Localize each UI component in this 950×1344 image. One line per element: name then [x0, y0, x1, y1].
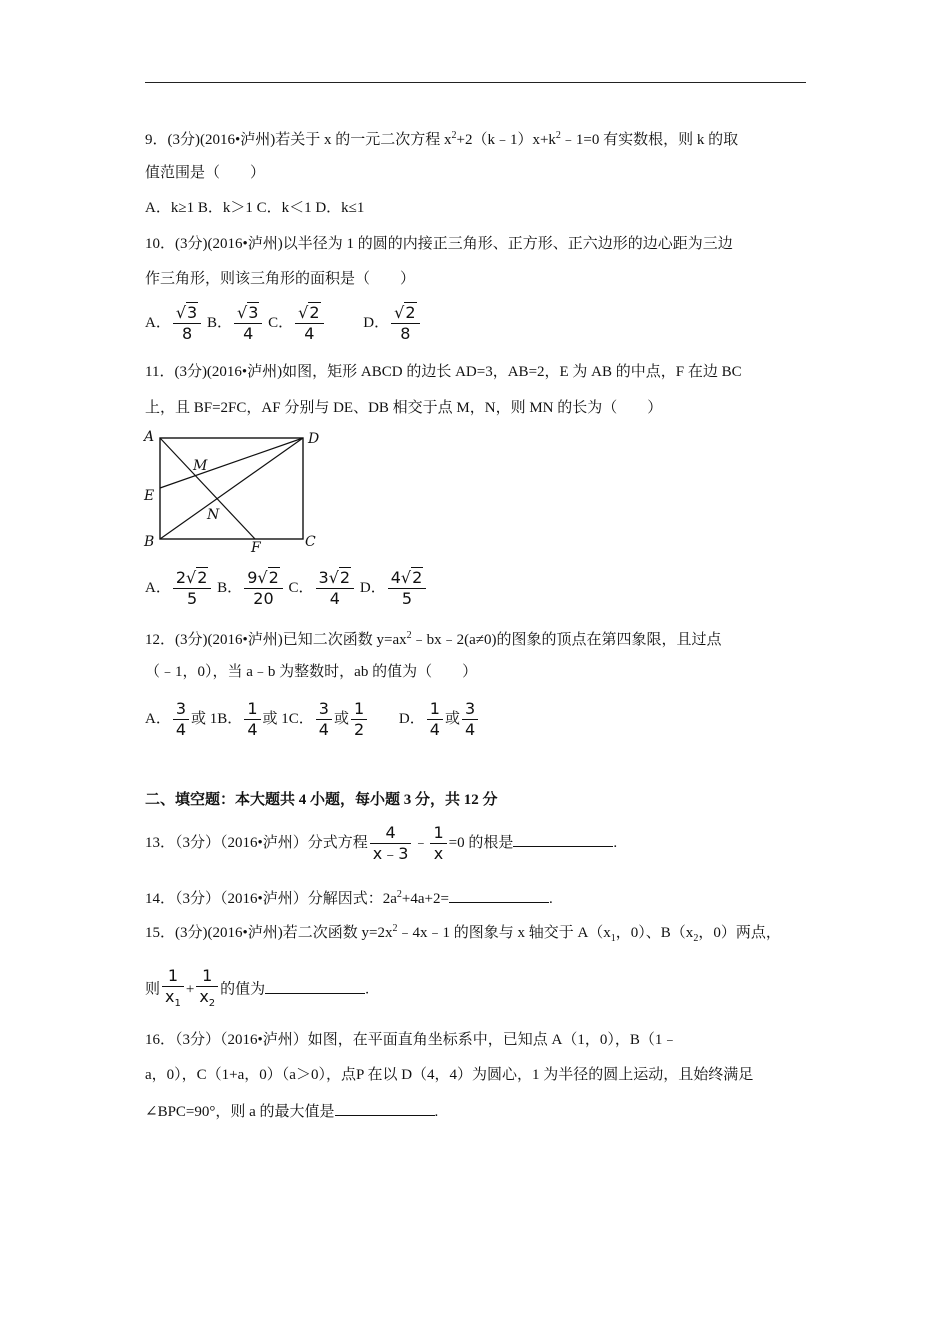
q15-line1: 15．(3分)(2016•泸州)若二次函数 $y=2x^2﹣4x﹣1$ 的图象与 x 轴交于 $A(x_1$，0）、$B(x_2$，0）两点，: [145, 923, 781, 944]
label-m: M: [193, 458, 208, 474]
q12-line2: （﹣1，0），当 a﹣b 为整数时，ab 的值为（ ）: [145, 664, 478, 680]
label-c: C: [305, 534, 316, 550]
q11-option-b-fraction: $\frac{9√2}{20}$: [244, 568, 283, 609]
segment-de: [160, 438, 303, 488]
section-2-heading: 二、填空题：本大题共 4 小题，每小题 3 分，共 12 分: [145, 792, 498, 808]
q11-line1: 11．(3分)(2016•泸州)如图，矩形 ABCD 的边长 AD=3，AB=2，E 为 AB 的中点，F 在边 BC: [145, 364, 742, 380]
q16-answer-blank: [335, 1101, 435, 1116]
q9-line1: 9．(3分)(2016•泸州)若关于 x 的一元二次方程 $x^2+2(k﹣1)x+k^2﹣1=0$ 有实数根，则 k 的取: [145, 130, 739, 148]
q10-option-c-fraction: $\frac{√2}{4}$: [295, 303, 323, 344]
q15-line2: 则 $\frac{1}{x_1}$ + $\frac{1}{x_2}$ 的值为 .: [145, 966, 369, 1010]
q16-line2: a，0），C（1+a，0）（a＞0），点P 在以 D（4，4）为圆心，1 为半径的圆上运动，且始终满足: [145, 1067, 754, 1083]
label-a: A: [144, 429, 155, 445]
label-d: D: [308, 431, 320, 447]
q11-option-d-fraction: $\frac{4√2}{5}$: [388, 568, 427, 609]
q11-option-c-fraction: $\frac{3√2}{4}$: [316, 568, 355, 609]
q16-line1: 16．（3分）（2016•泸州）如图，在平面直角坐标系中，已知点 A（1，0），B（1﹣: [145, 1032, 678, 1048]
q12-line1: 12．(3分)(2016•泸州)已知二次函数 $y=ax^2﹣bx﹣2(a\ne 0)$的图象的顶点在第四象限，且过点: [145, 630, 722, 648]
q11-option-a-fraction: $\frac{2√2}{5}$: [173, 568, 212, 609]
q13-answer-blank: [513, 832, 613, 847]
label-f: F: [251, 540, 261, 556]
q10-option-a-fraction: $\frac{√3}{8}$: [173, 303, 201, 344]
header-rule: [145, 82, 806, 83]
label-n: N: [207, 507, 220, 523]
q11-line2: 上，且 BF=2FC，AF 分别与 DE、DB 相交于点 M，N，则 MN 的长为（ ）: [145, 400, 663, 416]
q9-line2: 值范围是（ ）: [145, 165, 266, 181]
q10-option-b-fraction: $\frac{√3}{4}$: [234, 303, 262, 344]
q10-line1: 10．(3分)(2016•泸州)以半径为 1 的圆的内接正三角形、正方形、正六边形的边心距为三边: [145, 236, 733, 252]
q14-answer-blank: [449, 888, 549, 903]
label-e: E: [144, 488, 155, 504]
segment-db: [160, 438, 303, 539]
segment-af: [160, 438, 255, 539]
rectangle-figure: [140, 428, 330, 558]
q10-line2: 作三角形，则该三角形的面积是（ ）: [145, 271, 416, 287]
q12-options: A． $\frac{3}{4}$ 或 1B． $\frac{1}{4}$ 或 1C． $\frac{3}{4}$ 或 $\frac{1}{2}$ D． $\frac{1}{4}$ 或 $\frac{3}{4}$: [145, 696, 480, 742]
q10-option-d-fraction: $\frac{√2}{8}$: [391, 303, 419, 344]
q13-line: 13．（3分）（2016•泸州）分式方程 $\frac{4}{x﹣3}$ ﹣ $\frac{1}{x}$ =0 的根是 .: [145, 823, 618, 864]
q16-line3: ∠BPC=90°，则 a 的最大值是 .: [145, 1101, 438, 1122]
q10-options: A． $\frac{√3}{8}$ B． $\frac{√3}{4}$ C． $\frac{√2}{4}$ D． $\frac{√2}{8}$: [145, 300, 422, 346]
q9-options: A．k≥1 B．k＞1 C．k＜1 D．k≤1: [145, 200, 365, 216]
q15-answer-blank: [265, 979, 365, 994]
q11-options: A． $\frac{2√2}{5}$ B． $\frac{9√2}{20}$ C． $\frac{3√2}{4}$ D． $\frac{4√2}{5}$: [145, 565, 428, 611]
label-b: B: [144, 534, 155, 550]
q14-line: 14．（3分）（2016•泸州）分解因式：$2a^2+4a+2=$ .: [145, 889, 553, 907]
